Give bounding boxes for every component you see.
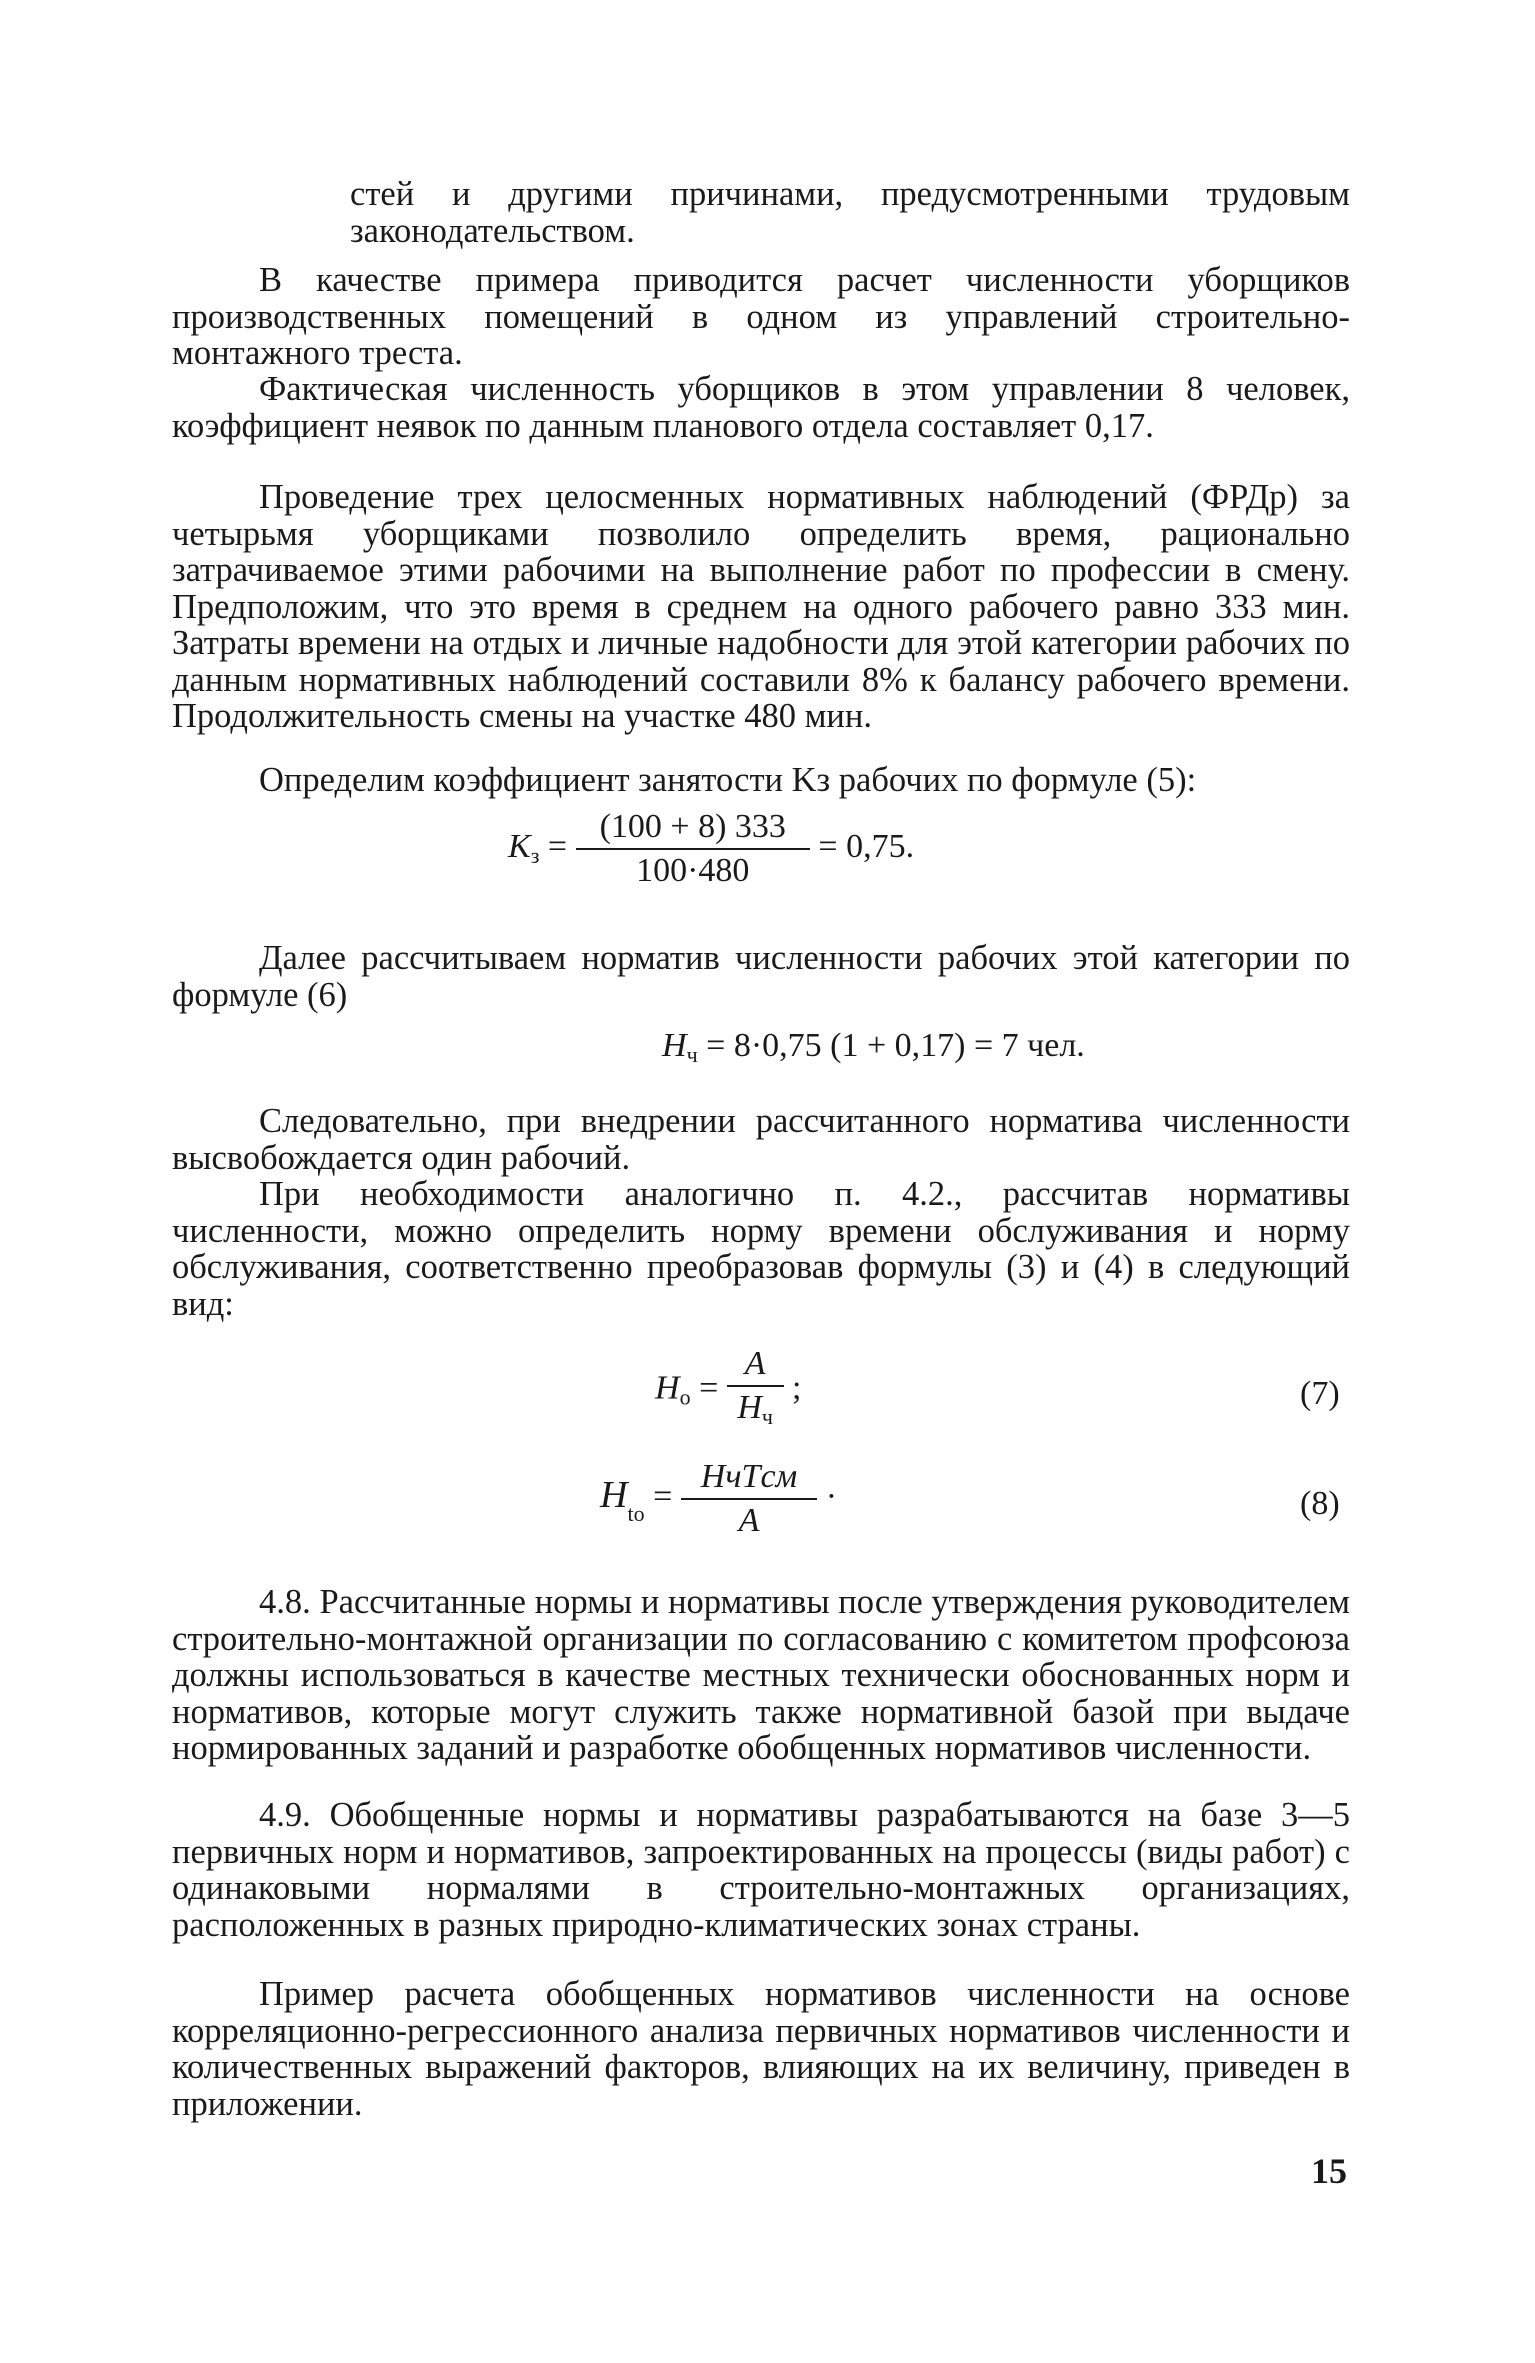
formula-8-tail: · [825, 1477, 838, 1515]
formula-8-lhs: H [600, 1473, 628, 1516]
formula-8-numerator: HчTсм [681, 1458, 817, 1500]
formula-kz-numerator: (100 + 8) 333 [576, 808, 810, 850]
paragraph-conclusion: Следовательно, при внедрении рассчитанного норматива численности высвобождается один рабочий. [172, 1102, 1350, 1177]
paragraph-observations: Проведение трех целосменных нормативных наблюдений (ФРДр) за четырьмя уборщиками позволило определить время, рационально затрачиваемое этими рабочими на выполнение работ по профессии в смену. Предположим, что это время в среднем на одного рабочего равно 333 мин. Затраты времени на отдых и личные надобности для этой категории рабочих по данным нормативных наблюдений составили 8% к балансу рабочего времени. Продолжительность смены на участке 480 мин. [172, 478, 1350, 735]
formula-8-fraction [681, 1458, 817, 1540]
formula-kz-result: = 0,75. [818, 827, 915, 865]
paragraph-hch-intro: Далее рассчитываем норматив численности рабочих этой категории по формуле (6) [172, 939, 1350, 1014]
formula-7-denominator [731, 1387, 779, 1436]
formula-8-denominator: A [738, 1502, 760, 1539]
formula-kz-denominator: 100·480 [636, 852, 750, 889]
paragraph-4-9: 4.9. Обобщенные нормы и нормативы разрабатываются на базе 3—5 первичных норм и нормативов, запроектированных на процессы (виды работ) с одинаковыми нормалями в строительно-монтажных организациях, расположенных в разных природно-климатических зонах страны. [172, 1796, 1350, 1944]
formula-7-numerator: A [727, 1345, 784, 1387]
formula-8-equals: = [653, 1477, 681, 1515]
formula-7-number: (7) [1300, 1375, 1340, 1412]
formula-hch [662, 1027, 1085, 1074]
formula-7-lhs: H [655, 1369, 680, 1407]
formula-7-fraction [727, 1345, 784, 1436]
paragraph-4-8: 4.8. Рассчитанные нормы и нормативы после утверждения руководителем строительно-монтажной организации по согласованию с комитетом профсоюза должны использоваться в качестве местных технически обоснованных норм и нормативов, которые могут служить также нормативной базой при выдаче нормированных заданий и разработке обобщенных нормативов численности. [172, 1583, 1350, 1767]
formula-8 [600, 1458, 837, 1540]
formula-hch-rhs: = 8·0,75 (1 + 0,17) = 7 чел. [706, 1027, 1085, 1064]
paragraph-actual-count: Фактическая численность уборщиков в этом управлении 8 человек, коэффициент неявок по данным планового отдела составляет 0,17. [172, 370, 1350, 445]
formula-kz-lhs-sub: з [530, 842, 540, 868]
formula-hch-lhs: H [662, 1027, 687, 1064]
formula-kz-lhs: K [508, 827, 531, 865]
page-number: 15 [1311, 2151, 1347, 2191]
formula-hch-lhs-sub: ч [686, 1042, 698, 1067]
paragraph-example-appendix: Пример расчета обобщенных нормативов численности на основе корреляционно-регрессионного анализа первичных нормативов численности и количественных выражений факторов, влияющих на их величину, приведен в приложении. [172, 1975, 1350, 2123]
formula-kz-equals: = [547, 827, 576, 865]
paragraph-norms-transform: При необходимости аналогично п. 4.2., рассчитав нормативы численности, можно определить норму времени обслуживания и норму обслуживания, соответственно преобразовав формулы (3) и (4) в следующий вид: [172, 1175, 1350, 1323]
formula-8-number: (8) [1300, 1485, 1340, 1522]
paragraph-continuation: стей и другими причинами, предусмотренными трудовым законодательством. [350, 175, 1350, 250]
formula-kz [508, 808, 914, 890]
formula-7-denominator-var: H [737, 1389, 762, 1426]
paragraph-example-intro: В качестве примера приводится расчет численности уборщиков производственных помещений в одном из управлений строительно-монтажного треста. [172, 261, 1350, 372]
formula-7-tail: ; [792, 1369, 802, 1407]
formula-7-equals: = [699, 1369, 727, 1407]
formula-8-lhs-sub: tо [627, 1500, 645, 1526]
formula-7-denominator-sub: ч [761, 1404, 773, 1429]
formula-kz-fraction [576, 808, 810, 890]
formula-7 [655, 1345, 801, 1436]
formula-7-lhs-sub: о [679, 1384, 691, 1410]
paragraph-define-kz: Определим коэффициент занятости Kз рабочих по формуле (5): [259, 761, 1197, 799]
